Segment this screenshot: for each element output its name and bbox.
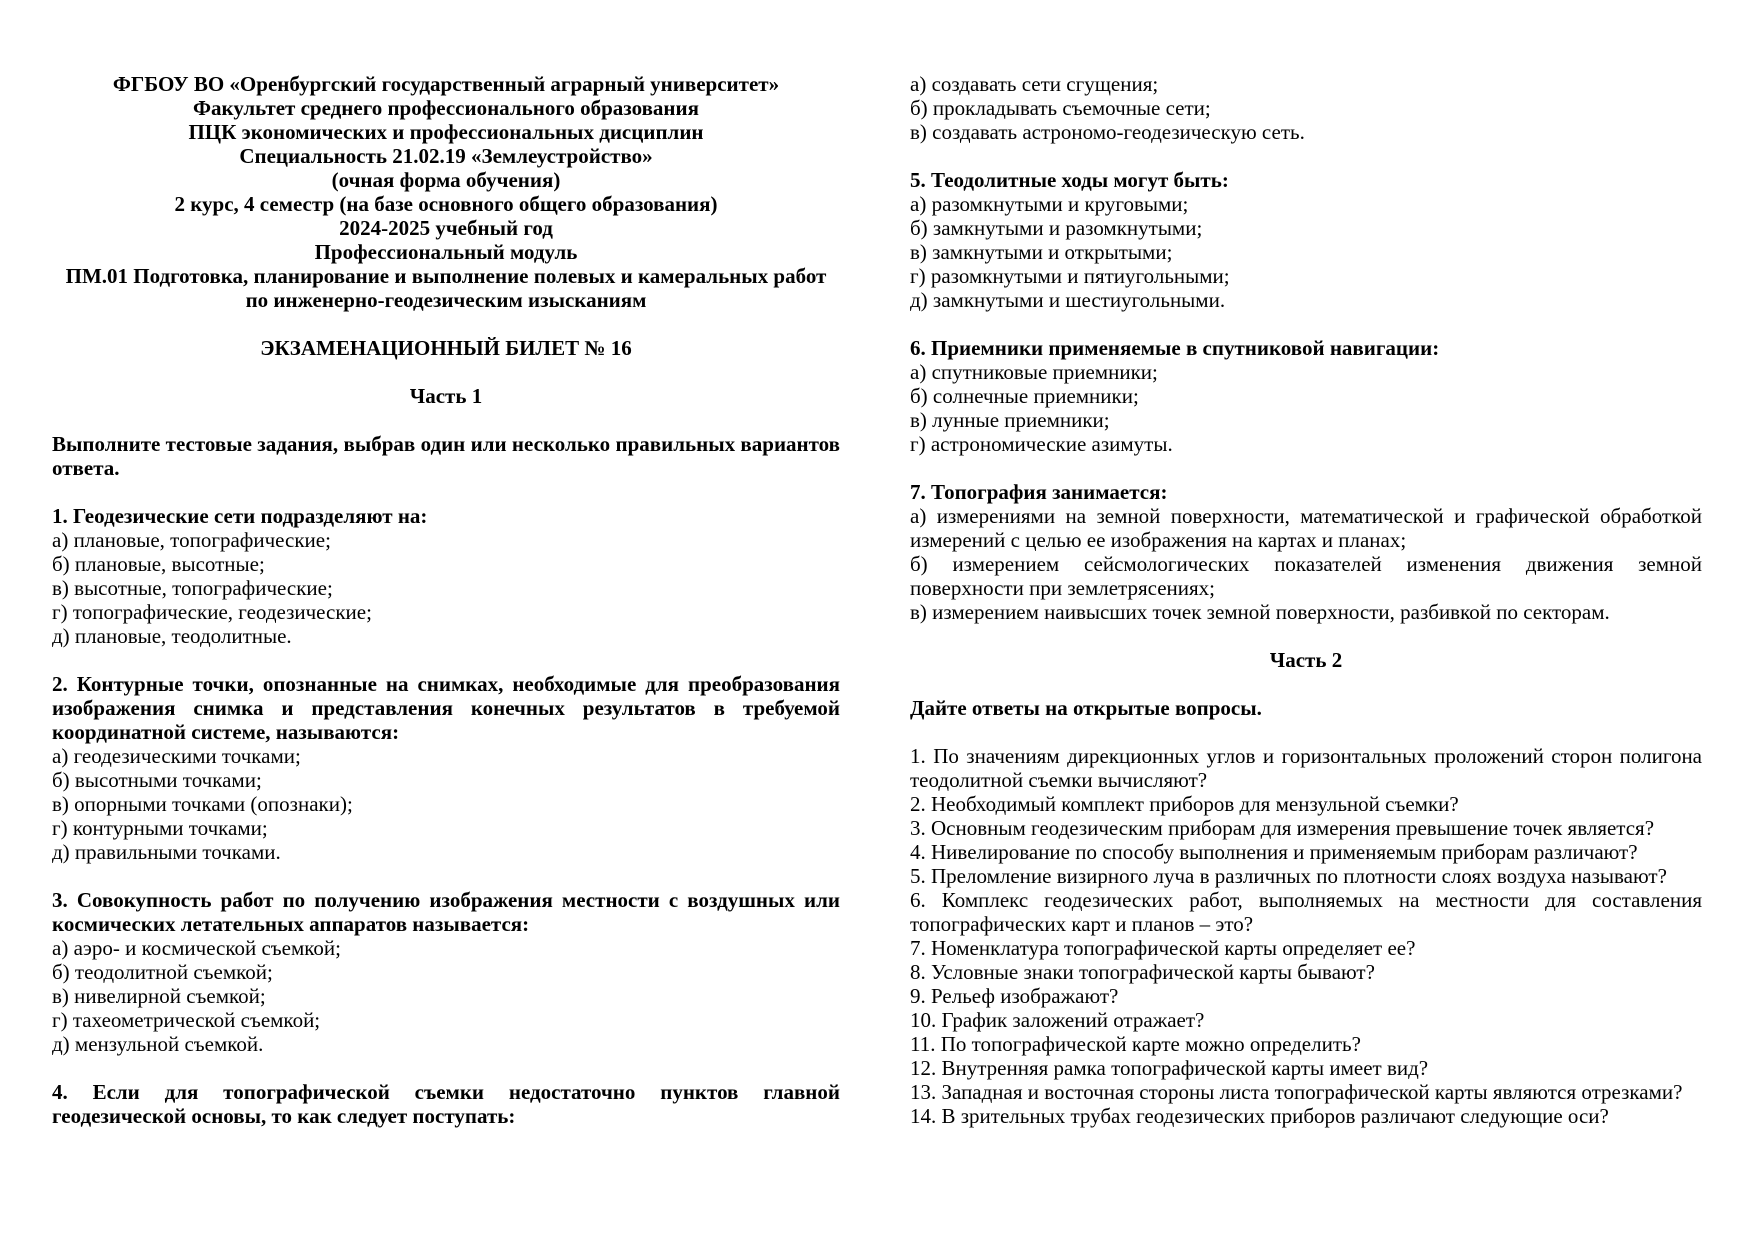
question-2-option-v: в) опорными точками (опознаки); bbox=[52, 792, 353, 816]
question-1-option-b: б) плановые, высотные; bbox=[52, 552, 265, 576]
part2-question-4: 4. Нивелирование по способу выполнения и применяемым приборам различают? bbox=[910, 840, 1638, 864]
part2-question-13: 13. Западная и восточная стороны листа топографической карты являются отрезками? bbox=[910, 1080, 1683, 1104]
part2-question-12: 12. Внутренняя рамка топографической карты имеет вид? bbox=[910, 1056, 1429, 1080]
question-3-title: 3. Совокупность работ по получению изображения местности с воздушных или космических летательных аппаратов называется: bbox=[52, 888, 840, 936]
question-1-title: 1. Геодезические сети подразделяют на: bbox=[52, 504, 428, 528]
question-6-option-v: в) лунные приемники; bbox=[910, 408, 1110, 432]
question-7-option-a: а) измерениями на земной поверхности, математической и графической обработкой измерений с целью ее изображения на картах и планах; bbox=[910, 504, 1702, 552]
part2-question-14: 14. В зрительных трубах геодезических приборов различают следующие оси? bbox=[910, 1104, 1609, 1128]
ticket-title: ЭКЗАМЕНАЦИОННЫЙ БИЛЕТ № 16 bbox=[260, 336, 632, 360]
document-header bbox=[52, 72, 840, 312]
question-5-option-v: в) замкнутыми и открытыми; bbox=[910, 240, 1173, 264]
header-line-university: ФГБОУ ВО «Оренбургский государственный аграрный университет» bbox=[112, 72, 780, 96]
question-2-option-b: б) высотными точками; bbox=[52, 768, 262, 792]
question-4-option-v: в) создавать астрономо-геодезическую сеть. bbox=[910, 120, 1305, 144]
question-7 bbox=[910, 480, 1702, 624]
question-6-option-g: г) астрономические азимуты. bbox=[910, 432, 1173, 456]
question-2-option-g: г) контурными точками; bbox=[52, 816, 268, 840]
part2-question-8: 8. Условные знаки топографической карты бывают? bbox=[910, 960, 1375, 984]
part2-question-2: 2. Необходимый комплект приборов для мензульной съемки? bbox=[910, 792, 1459, 816]
part2-instruction: Дайте ответы на открытые вопросы. bbox=[910, 696, 1262, 720]
question-4-option-b: б) прокладывать съемочные сети; bbox=[910, 96, 1211, 120]
question-5-option-g: г) разомкнутыми и пятиугольными; bbox=[910, 264, 1230, 288]
part2-question-10: 10. График заложений отражает? bbox=[910, 1008, 1205, 1032]
part2-question-3: 3. Основным геодезическим приборам для измерения превышение точек является? bbox=[910, 816, 1655, 840]
left-column bbox=[52, 72, 840, 1241]
question-4-options bbox=[910, 72, 1702, 144]
question-3 bbox=[52, 888, 840, 1056]
part1-title: Часть 1 bbox=[409, 384, 483, 408]
question-1 bbox=[52, 504, 840, 648]
question-3-option-a: а) аэро- и космической съемкой; bbox=[52, 936, 341, 960]
right-column bbox=[910, 72, 1702, 1241]
question-2-option-a: а) геодезическими точками; bbox=[52, 744, 301, 768]
part2-question-7: 7. Номенклатура топографической карты определяет ее? bbox=[910, 936, 1416, 960]
question-4-option-a: а) создавать сети сгущения; bbox=[910, 72, 1159, 96]
question-5-option-d: д) замкнутыми и шестиугольными. bbox=[910, 288, 1226, 312]
question-3-option-v: в) нивелирной съемкой; bbox=[52, 984, 266, 1008]
part2-question-11: 11. По топографической карте можно определить? bbox=[910, 1032, 1361, 1056]
part2-question-1: 1. По значениям дирекционных углов и горизонтальных проложений сторон полигона теодолитной съемки вычисляют? bbox=[910, 744, 1702, 792]
question-3-option-g: г) тахеометрической съемкой; bbox=[52, 1008, 321, 1032]
question-7-option-b: б) измерением сейсмологических показателей изменения движения земной поверхности при землетрясениях; bbox=[910, 552, 1702, 600]
question-1-option-a: а) плановые, топографические; bbox=[52, 528, 331, 552]
header-line-department: ПЦК экономических и профессиональных дисциплин bbox=[188, 120, 704, 144]
question-5-option-b: б) замкнутыми и разомкнутыми; bbox=[910, 216, 1203, 240]
header-line-module-name2: по инженерно-геодезическим изысканиям bbox=[245, 288, 647, 312]
question-7-option-v: в) измерением наивысших точек земной поверхности, разбивкой по секторам. bbox=[910, 600, 1610, 624]
question-7-title: 7. Топография занимается: bbox=[910, 480, 1168, 504]
header-line-study-form: (очная форма обучения) bbox=[331, 168, 561, 192]
part2-question-5: 5. Преломление визирного луча в различных по плотности слоях воздуха называют? bbox=[910, 864, 1667, 888]
header-line-year: 2024-2025 учебный год bbox=[339, 216, 553, 240]
question-5-option-a: а) разомкнутыми и круговыми; bbox=[910, 192, 1189, 216]
part1-instruction: Выполните тестовые задания, выбрав один или несколько правильных вариантов ответа. bbox=[52, 432, 840, 480]
question-2-option-d: д) правильными точками. bbox=[52, 840, 281, 864]
question-3-option-b: б) теодолитной съемкой; bbox=[52, 960, 273, 984]
header-line-module-name: ПМ.01 Подготовка, планирование и выполнение полевых и камеральных работ bbox=[65, 264, 827, 288]
question-2 bbox=[52, 672, 840, 864]
question-3-option-d: д) мензульной съемкой. bbox=[52, 1032, 264, 1056]
part2-questions bbox=[910, 744, 1702, 1128]
part2-title: Часть 2 bbox=[1269, 648, 1343, 672]
question-6-option-a: а) спутниковые приемники; bbox=[910, 360, 1158, 384]
question-6-option-b: б) солнечные приемники; bbox=[910, 384, 1139, 408]
question-5 bbox=[910, 168, 1702, 312]
question-6 bbox=[910, 336, 1702, 456]
part2-question-6: 6. Комплекс геодезических работ, выполняемых на местности для составления топографических карт и планов – это? bbox=[910, 888, 1702, 936]
header-line-faculty: Факультет среднего профессионального образования bbox=[193, 96, 699, 120]
question-1-option-v: в) высотные, топографические; bbox=[52, 576, 333, 600]
header-line-course: 2 курс, 4 семестр (на базе основного общего образования) bbox=[174, 192, 718, 216]
header-line-speciality: Специальность 21.02.19 «Землеустройство» bbox=[239, 144, 653, 168]
part2-question-9: 9. Рельеф изображают? bbox=[910, 984, 1119, 1008]
question-4-title: 4. Если для топографической съемки недостаточно пунктов главной геодезической основы, то как следует поступать: bbox=[52, 1080, 840, 1128]
question-2-title: 2. Контурные точки, опознанные на снимках, необходимые для преобразования изображения снимка и представления конечных результатов в требуемой координатной системе, называются: bbox=[52, 672, 840, 744]
question-6-title: 6. Приемники применяемые в спутниковой навигации: bbox=[910, 336, 1440, 360]
question-5-title: 5. Теодолитные ходы могут быть: bbox=[910, 168, 1229, 192]
question-1-option-g: г) топографические, геодезические; bbox=[52, 600, 372, 624]
question-1-option-d: д) плановые, теодолитные. bbox=[52, 624, 292, 648]
header-line-module: Профессиональный модуль bbox=[314, 240, 578, 264]
